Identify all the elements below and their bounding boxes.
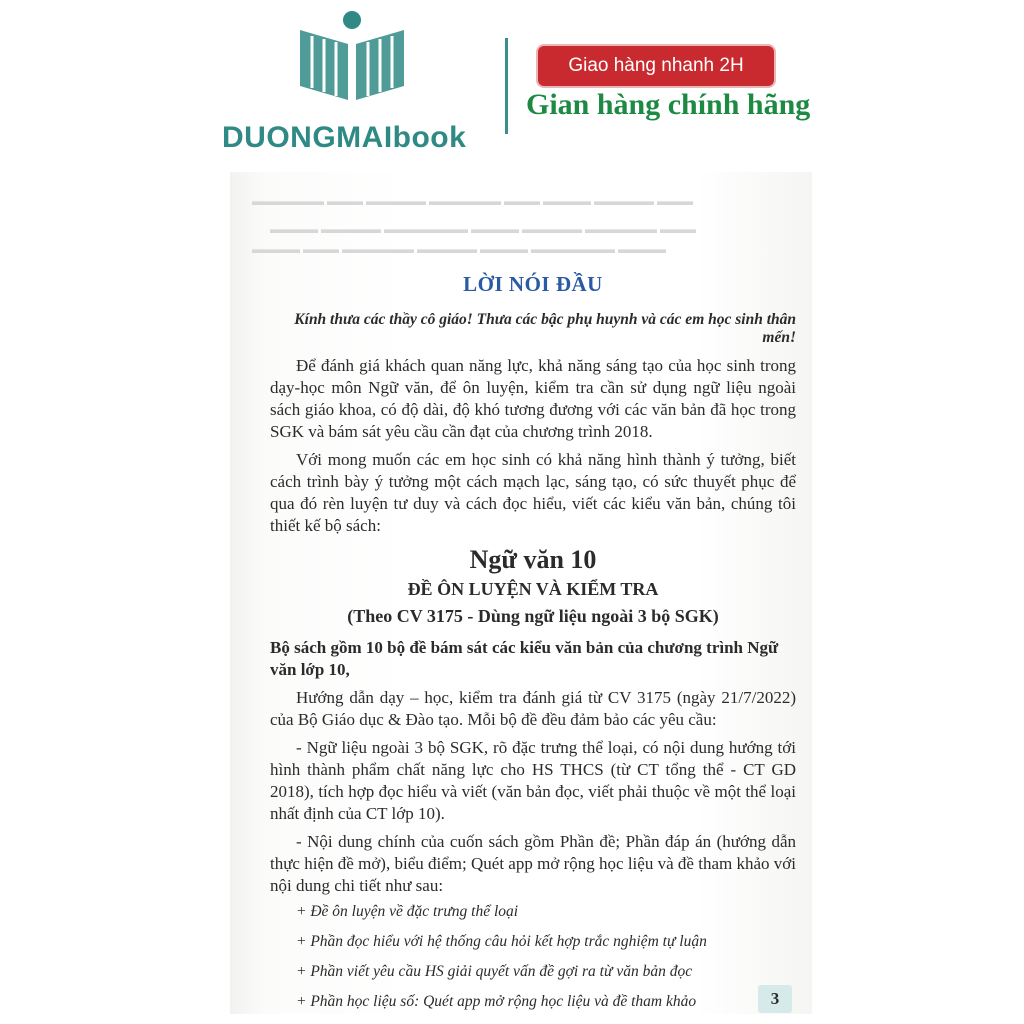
set-description: Bộ sách gồm 10 bộ đề bám sát các kiểu văn bản của chương trình Ngữ văn lớp 10,: [270, 638, 779, 679]
requirement-1: - Ngữ liệu ngoài 3 bộ SGK, rõ đặc trưng thể loại, có nội dung hướng tới hình thành phẩm chất năng lực cho HS THCS (từ CT tổng thể - CT GD 2018), tích hợp đọc hiểu và viết (văn bản đọc, viết phải thuộc về một thể loại nhất định của CT lớp 10).: [270, 738, 796, 823]
brand-name: DUONGMAIbook: [222, 121, 467, 154]
bleed-through-text: ▬▬▬▬ ▬▬▬▬▬ ▬▬▬▬▬▬▬ ▬▬▬▬ ▬▬▬▬▬ ▬▬▬▬▬▬ ▬▬▬: [270, 222, 696, 236]
shop-tagline: Gian hàng chính hãng: [526, 88, 811, 121]
book-subtitle: ĐỀ ÔN LUYỆN VÀ KIỂM TRA: [407, 579, 659, 599]
delivery-badge: Giao hàng nhanh 2H: [538, 46, 774, 86]
header-divider: [505, 38, 508, 134]
page-number: 3: [758, 985, 792, 1013]
requirement-2: - Nội dung chính của cuốn sách gồm Phần đề; Phần đáp án (hướng dẫn thực hiện đề mở), biểu điểm; Quét app mở rộng học liệu và đề tham khảo với nội dung chi tiết như sau:: [270, 832, 796, 895]
bleed-through-text: ▬▬▬▬▬▬ ▬▬▬ ▬▬▬▬▬ ▬▬▬▬▬▬ ▬▬▬ ▬▬▬▬ ▬▬▬▬▬ ▬▬▬: [252, 194, 693, 208]
open-book-person-icon: [292, 8, 412, 108]
content-item: + Phần viết yêu cầu HS giải quyết vấn đề gợi ra từ văn bản đọc: [296, 963, 693, 980]
content-item: + Phần đọc hiểu với hệ thống câu hỏi kết hợp trắc nghiệm tự luận: [296, 933, 707, 950]
paragraph-3: Hướng dẫn dạy – học, kiểm tra đánh giá từ CV 3175 (ngày 21/7/2022) của Bộ Giáo dục & Đào tạo. Mỗi bộ đề đều đảm bảo các yêu cầu:: [270, 688, 796, 729]
book-note: (Theo CV 3175 - Dùng ngữ liệu ngoài 3 bộ SGK): [347, 606, 719, 626]
paragraph-1: Để đánh giá khách quan năng lực, khả năng sáng tạo của học sinh trong dạy-học môn Ngữ văn, để ôn luyện, kiểm tra cần sử dụng ngữ liệu ngoài sách giáo khoa, có độ dài, độ khó tương đương với các văn bản đã học trong SGK và bám sát yêu cầu cần đạt của chương trình 2018.: [270, 356, 796, 441]
brand-logo: [210, 8, 490, 158]
page-title: LỜI NÓI ĐẦU: [463, 272, 603, 296]
greeting: Kính thưa các thầy cô giáo! Thưa các bậc phụ huynh và các em học sinh thân mến!: [294, 311, 796, 346]
book-title: Ngữ văn 10: [469, 545, 597, 574]
bleed-through-text: ▬▬▬▬ ▬▬▬ ▬▬▬▬▬▬ ▬▬▬▬▬ ▬▬▬▬ ▬▬▬▬▬▬▬ ▬▬▬▬: [252, 242, 666, 256]
content-item: + Phần học liệu số: Quét app mở rộng học liệu và đề tham khảo: [296, 993, 697, 1010]
preface-content: [270, 272, 796, 1023]
paragraph-2: Với mong muốn các em học sinh có khả năng hình thành ý tưởng, biết cách trình bày ý tưởng một cách mạch lạc, sáng tạo, có sức thuyết phục để qua đó rèn luyện tư duy và cách đọc hiểu, viết các kiểu văn bản, chúng tôi thiết kế bộ sách:: [270, 450, 796, 535]
content-item: + Đề ôn luyện về đặc trưng thể loại: [296, 903, 519, 920]
